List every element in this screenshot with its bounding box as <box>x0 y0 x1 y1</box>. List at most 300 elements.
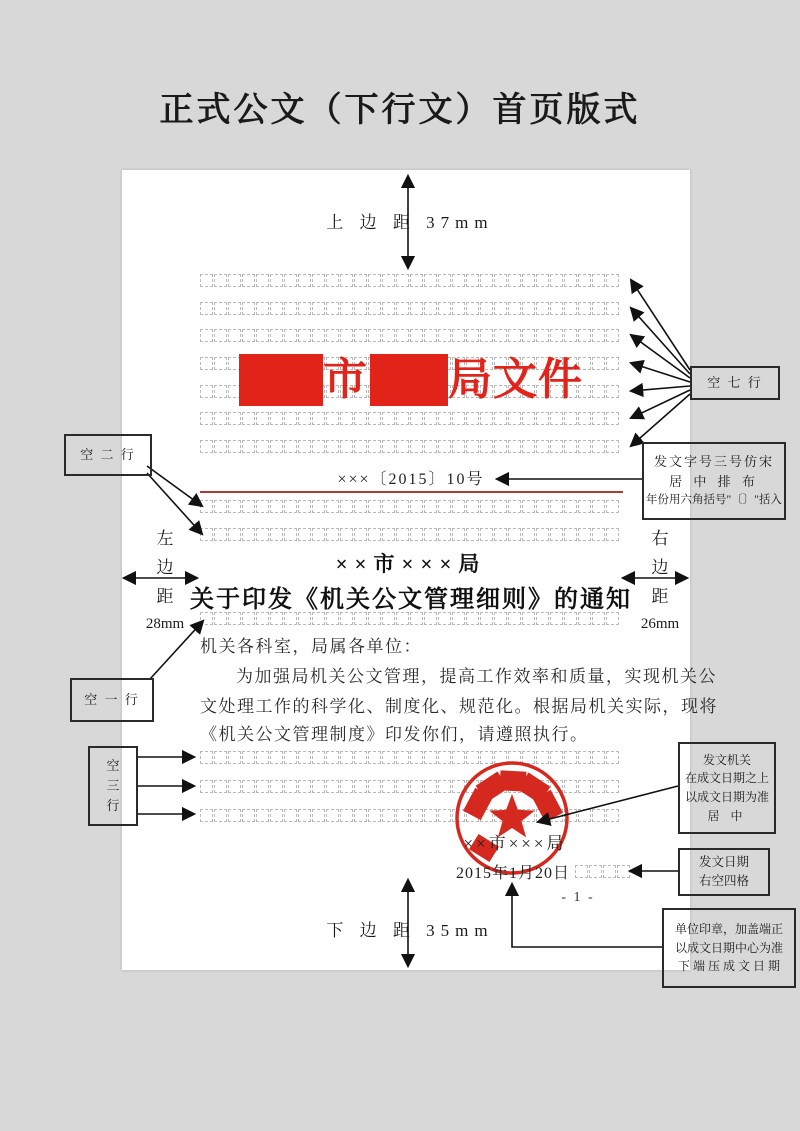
placeholder-square <box>550 302 563 315</box>
callout-blank-three <box>88 746 138 826</box>
placeholder-square <box>312 302 325 315</box>
placeholder-square <box>466 329 479 342</box>
callout-text: 右空四格 <box>698 874 749 888</box>
placeholder-square <box>536 528 549 541</box>
placeholder-square <box>354 809 367 822</box>
placeholder-square <box>410 751 423 764</box>
placeholder-square <box>354 412 367 425</box>
placeholder-square <box>200 500 213 513</box>
placeholder-square <box>424 274 437 287</box>
placeholder-square <box>298 412 311 425</box>
placeholder-square <box>494 440 507 453</box>
placeholder-square <box>480 329 493 342</box>
placeholder-square <box>368 780 381 793</box>
placeholder-square <box>438 412 451 425</box>
placeholder-square <box>382 329 395 342</box>
placeholder-square <box>508 528 521 541</box>
right-margin-char: 右 <box>651 529 669 548</box>
placeholder-square <box>508 302 521 315</box>
placeholder-square <box>326 528 339 541</box>
placeholder-square <box>396 329 409 342</box>
placeholder-square <box>410 329 423 342</box>
issuer-line: ××市×××局 <box>335 552 487 576</box>
placeholder-square <box>326 412 339 425</box>
placeholder-square <box>396 780 409 793</box>
placeholder-square <box>508 274 521 287</box>
placeholder-square <box>242 329 255 342</box>
letterhead-text: 市 <box>323 355 368 404</box>
placeholder-square <box>452 528 465 541</box>
placeholder-square <box>228 809 241 822</box>
placeholder-square <box>564 500 577 513</box>
placeholder-square <box>312 500 325 513</box>
placeholder-square <box>606 780 619 793</box>
placeholder-square <box>438 500 451 513</box>
callout-seal-note <box>662 908 796 988</box>
placeholder-square <box>592 751 605 764</box>
placeholder-square <box>242 780 255 793</box>
placeholder-square <box>368 528 381 541</box>
placeholder-square <box>326 274 339 287</box>
salutation: 机关各科室，局属各单位： <box>200 637 422 656</box>
placeholder-square <box>200 780 213 793</box>
placeholder-square <box>606 274 619 287</box>
placeholder-square <box>284 500 297 513</box>
callout-text: 空 <box>106 757 120 773</box>
placeholder-square <box>270 500 283 513</box>
placeholder-square <box>396 440 409 453</box>
placeholder-square <box>480 302 493 315</box>
placeholder-square <box>284 302 297 315</box>
placeholder-square <box>382 500 395 513</box>
placeholder-square <box>200 412 213 425</box>
placeholder-square <box>382 751 395 764</box>
placeholder-row <box>200 329 619 342</box>
placeholder-square <box>340 440 353 453</box>
right-margin-char: 边 <box>651 558 669 577</box>
placeholder-square <box>354 329 367 342</box>
placeholder-square <box>606 528 619 541</box>
red-separator-rule <box>200 491 623 493</box>
placeholder-square <box>396 528 409 541</box>
placeholder-row <box>200 528 619 541</box>
date-row <box>456 860 630 883</box>
placeholder-square <box>326 809 339 822</box>
placeholder-square <box>564 274 577 287</box>
placeholder-square <box>452 440 465 453</box>
placeholder-square <box>536 412 549 425</box>
placeholder-square <box>270 528 283 541</box>
placeholder-square <box>270 274 283 287</box>
placeholder-square <box>298 302 311 315</box>
placeholder-square <box>424 528 437 541</box>
placeholder-square <box>284 751 297 764</box>
placeholder-square <box>410 274 423 287</box>
placeholder-square <box>326 329 339 342</box>
placeholder-square <box>466 440 479 453</box>
placeholder-square <box>438 809 451 822</box>
placeholder-square <box>480 440 493 453</box>
placeholder-square <box>396 500 409 513</box>
placeholder-square <box>564 329 577 342</box>
placeholder-square <box>382 302 395 315</box>
placeholder-square <box>578 329 591 342</box>
callout-text: 下 端 压 成 文 日 期 <box>677 959 780 974</box>
placeholder-square <box>200 274 213 287</box>
placeholder-square <box>438 302 451 315</box>
placeholder-square <box>438 751 451 764</box>
placeholder-square <box>564 302 577 315</box>
placeholder-square <box>340 809 353 822</box>
placeholder-square <box>284 412 297 425</box>
page-title: 正式公文（下行文）首页版式 <box>159 91 641 129</box>
callout-text: 在成文日期之上 <box>684 771 769 786</box>
placeholder-square <box>298 528 311 541</box>
placeholder-square <box>606 329 619 342</box>
redaction-block <box>239 354 323 406</box>
placeholder-square <box>312 751 325 764</box>
placeholder-square <box>270 440 283 453</box>
placeholder-square <box>340 412 353 425</box>
placeholder-square <box>438 329 451 342</box>
placeholder-square <box>256 809 269 822</box>
body-line: 《机关公文管理制度》印发你们，请遵照执行。 <box>200 725 589 744</box>
placeholder-square <box>242 274 255 287</box>
placeholder-square <box>424 751 437 764</box>
placeholder-square <box>312 809 325 822</box>
placeholder-square <box>522 302 535 315</box>
placeholder-square <box>410 440 423 453</box>
placeholder-square <box>368 440 381 453</box>
placeholder-square <box>466 528 479 541</box>
bottom-margin-label: 下 边 距 35mm <box>326 921 494 940</box>
placeholder-square <box>578 809 591 822</box>
placeholder-square <box>606 440 619 453</box>
callout-blank-seven <box>690 366 780 400</box>
callout-blank-two <box>64 434 152 476</box>
placeholder-square <box>284 780 297 793</box>
placeholder-square <box>326 751 339 764</box>
placeholder-square <box>382 274 395 287</box>
placeholder-square <box>354 440 367 453</box>
callout-text: 居 中 排 布 <box>669 474 759 490</box>
placeholder-square <box>424 780 437 793</box>
callout-text: 发文机关 <box>702 752 751 767</box>
placeholder-square <box>284 274 297 287</box>
placeholder-square <box>228 528 241 541</box>
placeholder-square <box>340 780 353 793</box>
placeholder-square <box>522 528 535 541</box>
callout-text: 以成文日期中心为准 <box>674 940 783 955</box>
placeholder-row <box>200 412 619 425</box>
placeholder-square <box>214 440 227 453</box>
placeholder-square <box>368 302 381 315</box>
placeholder-square <box>382 412 395 425</box>
placeholder-square <box>228 412 241 425</box>
placeholder-square <box>340 751 353 764</box>
placeholder-square <box>424 809 437 822</box>
left-margin-char: 距 <box>156 587 174 606</box>
placeholder-square <box>298 329 311 342</box>
placeholder-square <box>382 809 395 822</box>
placeholder-square <box>214 302 227 315</box>
placeholder-square <box>326 302 339 315</box>
placeholder-square <box>396 751 409 764</box>
placeholder-square <box>522 329 535 342</box>
placeholder-square <box>200 809 213 822</box>
placeholder-square <box>228 302 241 315</box>
placeholder-square <box>340 329 353 342</box>
placeholder-square <box>256 302 269 315</box>
placeholder-square <box>298 500 311 513</box>
placeholder-square <box>368 751 381 764</box>
callout-text: 居 中 <box>707 808 747 823</box>
placeholder-square <box>312 412 325 425</box>
placeholder-square <box>536 302 549 315</box>
placeholder-square <box>242 440 255 453</box>
placeholder-square <box>578 528 591 541</box>
placeholder-row <box>200 274 619 287</box>
placeholder-square <box>424 302 437 315</box>
callout-text: 空 七 行 <box>707 374 763 390</box>
placeholder-square <box>228 274 241 287</box>
date-blank-squares <box>575 865 630 878</box>
placeholder-square <box>242 412 255 425</box>
placeholder-square <box>256 751 269 764</box>
placeholder-square <box>508 329 521 342</box>
placeholder-row <box>200 302 619 315</box>
placeholder-square <box>592 329 605 342</box>
placeholder-square <box>452 329 465 342</box>
placeholder-square <box>228 440 241 453</box>
placeholder-square <box>354 274 367 287</box>
placeholder-square <box>256 274 269 287</box>
placeholder-square <box>368 274 381 287</box>
placeholder-square <box>424 412 437 425</box>
placeholder-square <box>424 500 437 513</box>
callout-text: 空 一 行 <box>84 691 140 707</box>
placeholder-square <box>466 302 479 315</box>
placeholder-square <box>564 412 577 425</box>
placeholder-square <box>396 412 409 425</box>
placeholder-square <box>592 809 605 822</box>
placeholder-square <box>480 500 493 513</box>
placeholder-square <box>242 809 255 822</box>
placeholder-square <box>494 329 507 342</box>
placeholder-square <box>410 809 423 822</box>
placeholder-square <box>270 412 283 425</box>
placeholder-square <box>410 302 423 315</box>
placeholder-square <box>508 440 521 453</box>
placeholder-square <box>326 500 339 513</box>
letterhead-text: 局文件 <box>448 355 583 404</box>
placeholder-square <box>606 500 619 513</box>
placeholder-square <box>592 302 605 315</box>
placeholder-square <box>550 528 563 541</box>
placeholder-square <box>354 302 367 315</box>
placeholder-square <box>312 329 325 342</box>
placeholder-square <box>592 528 605 541</box>
placeholder-square <box>214 329 227 342</box>
callout-text: 年份用六角括号"〔〕"括入 <box>646 494 782 507</box>
placeholder-square <box>256 412 269 425</box>
placeholder-square <box>340 528 353 541</box>
top-margin-label: 上 边 距 37mm <box>326 213 494 232</box>
placeholder-square <box>466 412 479 425</box>
callout-text: 单位印章，加盖端正 <box>674 922 783 937</box>
placeholder-square <box>522 500 535 513</box>
placeholder-square <box>284 329 297 342</box>
placeholder-square <box>200 528 213 541</box>
callout-text: 发文日期 <box>698 854 749 869</box>
placeholder-square <box>214 809 227 822</box>
placeholder-square <box>256 329 269 342</box>
placeholder-square <box>200 302 213 315</box>
placeholder-square <box>592 780 605 793</box>
callout-text: 以成文日期为准 <box>684 790 769 804</box>
doc-title: 关于印发《机关公文管理细则》的通知 <box>190 587 632 613</box>
placeholder-square <box>578 500 591 513</box>
placeholder-square <box>256 780 269 793</box>
placeholder-square <box>536 329 549 342</box>
placeholder-square <box>368 500 381 513</box>
placeholder-square <box>494 274 507 287</box>
placeholder-square <box>536 440 549 453</box>
callout-text: 发文字号三号仿宋 <box>653 453 774 469</box>
placeholder-square <box>200 751 213 764</box>
placeholder-square <box>284 528 297 541</box>
placeholder-row <box>200 500 619 513</box>
placeholder-square <box>410 500 423 513</box>
placeholder-square <box>298 274 311 287</box>
right-margin-char: 距 <box>651 587 669 606</box>
placeholder-square <box>480 412 493 425</box>
placeholder-square <box>326 780 339 793</box>
placeholder-square <box>256 440 269 453</box>
placeholder-square <box>242 500 255 513</box>
placeholder-square <box>298 751 311 764</box>
placeholder-square <box>410 780 423 793</box>
doc-number: ×××〔2015〕10号 <box>337 471 485 488</box>
placeholder-square <box>214 780 227 793</box>
placeholder-square <box>508 500 521 513</box>
placeholder-square <box>270 780 283 793</box>
placeholder-square <box>575 865 588 878</box>
placeholder-row <box>200 440 619 453</box>
placeholder-square <box>242 751 255 764</box>
placeholder-square <box>312 780 325 793</box>
placeholder-square <box>424 440 437 453</box>
redaction-block <box>370 354 448 406</box>
placeholder-square <box>592 440 605 453</box>
body-line: 为加强局机关公文管理，提高工作效率和质量，实现机关公 <box>236 667 717 686</box>
placeholder-square <box>396 809 409 822</box>
placeholder-square <box>368 809 381 822</box>
placeholder-square <box>564 528 577 541</box>
placeholder-square <box>589 865 602 878</box>
callout-text: 三 <box>106 777 120 793</box>
placeholder-square <box>606 751 619 764</box>
placeholder-square <box>228 329 241 342</box>
placeholder-square <box>494 412 507 425</box>
placeholder-square <box>480 528 493 541</box>
placeholder-square <box>617 865 630 878</box>
left-margin-char: 左 <box>156 529 174 548</box>
placeholder-square <box>452 412 465 425</box>
placeholder-square <box>228 780 241 793</box>
placeholder-square <box>312 440 325 453</box>
placeholder-square <box>508 412 521 425</box>
callout-text: 行 <box>106 798 120 814</box>
placeholder-square <box>270 329 283 342</box>
placeholder-square <box>550 274 563 287</box>
placeholder-square <box>438 528 451 541</box>
body-line: 文处理工作的科学化、制度化、规范化。根据局机关实际，现将 <box>200 697 718 716</box>
placeholder-square <box>354 500 367 513</box>
placeholder-square <box>284 809 297 822</box>
placeholder-square <box>270 809 283 822</box>
placeholder-square <box>603 865 616 878</box>
placeholder-square <box>494 528 507 541</box>
placeholder-square <box>578 751 591 764</box>
placeholder-square <box>214 412 227 425</box>
placeholder-square <box>214 528 227 541</box>
placeholder-square <box>298 440 311 453</box>
placeholder-square <box>536 274 549 287</box>
placeholder-square <box>494 302 507 315</box>
placeholder-square <box>242 302 255 315</box>
left-margin-value: 28mm <box>145 616 185 632</box>
placeholder-square <box>214 274 227 287</box>
callout-blank-one <box>70 678 154 722</box>
placeholder-square <box>242 528 255 541</box>
placeholder-square <box>438 440 451 453</box>
placeholder-square <box>382 780 395 793</box>
doc-date: 2015年1月20日 <box>456 865 571 882</box>
placeholder-square <box>312 528 325 541</box>
placeholder-square <box>368 412 381 425</box>
placeholder-square <box>368 329 381 342</box>
placeholder-square <box>550 440 563 453</box>
placeholder-square <box>466 500 479 513</box>
placeholder-square <box>270 302 283 315</box>
placeholder-square <box>298 809 311 822</box>
placeholder-square <box>382 440 395 453</box>
placeholder-square <box>452 274 465 287</box>
placeholder-square <box>606 302 619 315</box>
placeholder-square <box>480 274 493 287</box>
placeholder-square <box>578 440 591 453</box>
placeholder-square <box>606 412 619 425</box>
placeholder-square <box>592 412 605 425</box>
placeholder-square <box>340 500 353 513</box>
placeholder-square <box>298 780 311 793</box>
callout-doc-number-note <box>642 442 786 520</box>
placeholder-square <box>550 329 563 342</box>
right-margin-label <box>640 524 680 637</box>
placeholder-square <box>494 500 507 513</box>
callout-issuer-note <box>678 742 776 834</box>
placeholder-square <box>200 329 213 342</box>
placeholder-square <box>578 780 591 793</box>
placeholder-square <box>550 500 563 513</box>
placeholder-square <box>200 440 213 453</box>
placeholder-square <box>228 500 241 513</box>
placeholder-square <box>396 274 409 287</box>
placeholder-square <box>592 274 605 287</box>
placeholder-square <box>326 440 339 453</box>
placeholder-square <box>536 500 549 513</box>
